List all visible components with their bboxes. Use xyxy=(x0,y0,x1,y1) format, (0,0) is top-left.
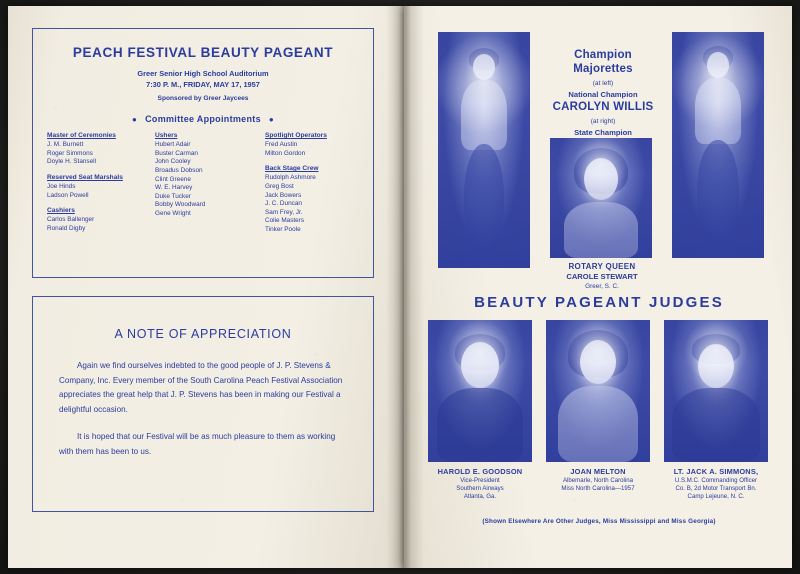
committee-heading xyxy=(33,114,373,124)
judge-caption xyxy=(546,467,650,493)
portrait-legs-shape xyxy=(697,140,739,246)
pageant-sponsor: Sponsored by Greer Jaycees xyxy=(157,95,249,102)
group-name: Bobby Woodward xyxy=(155,201,206,209)
bullet-right-icon: ● xyxy=(268,115,275,125)
portrait-head-shape xyxy=(698,344,734,388)
majorette-left-label: (at left) xyxy=(592,80,614,87)
majorettes-heading-line2: Majorettes xyxy=(573,63,633,75)
photo-carolyn-willis xyxy=(438,32,530,268)
judge-detail: Atlanta, Ga. xyxy=(463,493,497,501)
committee-group xyxy=(47,132,155,167)
judges-footnote: (Shown Elsewhere Are Other Judges, Miss Mississippi and Miss Georgia) xyxy=(482,518,716,525)
photo-judy-penland xyxy=(672,32,764,258)
pageant-title: PEACH FESTIVAL BEAUTY PAGEANT xyxy=(72,45,334,60)
majorettes-section xyxy=(424,26,774,290)
majorette-right-label: (at right) xyxy=(590,118,616,125)
portrait-head-shape xyxy=(580,340,616,384)
group-title: Spotlight Operators xyxy=(265,132,327,140)
portrait-head-shape xyxy=(707,52,729,78)
rotary-queen-title: ROTARY QUEEN xyxy=(568,262,636,271)
photo-harold-e-goodson xyxy=(428,320,532,462)
portrait-hair-shape xyxy=(455,334,505,370)
majorette-left-name: CAROLYN WILLIS xyxy=(552,101,654,113)
committee-column-1 xyxy=(47,132,155,241)
judges-row xyxy=(424,320,774,500)
left-page xyxy=(8,6,404,568)
photo-rotary-queen xyxy=(550,138,652,258)
rotary-queen-caption xyxy=(540,262,664,291)
appreciation-panel xyxy=(32,296,374,512)
committee-heading-label: Committee Appointments xyxy=(145,114,261,124)
portrait-hair-shape xyxy=(574,148,628,194)
majorette-left-title: National Champion xyxy=(568,90,638,99)
group-name: Duke Tucker xyxy=(155,192,191,200)
appreciation-paragraph-2 xyxy=(59,430,347,459)
group-name: Jack Bowers xyxy=(265,191,302,199)
group-name: Greg Bost xyxy=(265,182,294,190)
judge-detail: Co. B, 2d Motor Transport Bn. xyxy=(675,484,757,492)
judge-detail: Vice-President xyxy=(460,476,500,484)
group-name: Joe Hinds xyxy=(47,182,76,190)
group-name: Broadus Dobson xyxy=(155,166,203,174)
committee-group xyxy=(265,165,359,234)
photo-lt-jack-a-simmons xyxy=(664,320,768,462)
judge-card xyxy=(546,320,650,493)
group-name: Gene Wright xyxy=(155,209,191,217)
committee-columns xyxy=(33,132,373,241)
group-title: Back Stage Crew xyxy=(265,165,319,173)
group-name: Milton Gordon xyxy=(265,149,306,157)
pageant-venue: Greer Senior High School Auditorium xyxy=(137,69,269,78)
group-name: Rudolph Ashmore xyxy=(265,174,316,182)
group-title: Cashiers xyxy=(47,207,75,215)
committee-group xyxy=(47,174,155,200)
portrait-body-shape xyxy=(461,80,507,150)
group-name: John Cooley xyxy=(155,158,191,166)
judges-heading: BEAUTY PAGEANT JUDGES xyxy=(474,294,724,311)
appreciation-body xyxy=(59,359,347,459)
group-title: Reserved Seat Marshals xyxy=(47,173,123,181)
portrait-suit-shape xyxy=(437,388,523,462)
group-name: Ronald Digby xyxy=(47,224,86,232)
pageant-panel xyxy=(32,28,374,278)
judge-name: HAROLD E. GOODSON xyxy=(437,467,523,476)
group-name: Colie Masters xyxy=(265,217,305,225)
judge-detail: U.S.M.C. Commanding Officer xyxy=(674,476,758,484)
judge-detail: Camp Lejeune, N. C. xyxy=(687,493,745,501)
judge-name: LT. JACK A. SIMMONS, xyxy=(673,467,759,476)
group-name: J. M. Burnett xyxy=(47,141,84,149)
pageant-datetime: 7:30 P. M., FRIDAY, MAY 17, 1957 xyxy=(146,80,260,89)
group-name: Buster Carman xyxy=(155,149,198,157)
judge-caption xyxy=(664,467,768,502)
portrait-body-shape xyxy=(695,78,741,144)
group-name: Sam Frey, Jr. xyxy=(265,208,303,216)
appreciation-title: A NOTE OF APPRECIATION xyxy=(114,327,292,341)
group-title: Master of Ceremonies xyxy=(47,132,116,140)
portrait-body-shape xyxy=(558,386,638,462)
committee-column-3 xyxy=(265,132,359,241)
portrait-head-shape xyxy=(473,54,495,80)
right-page-content xyxy=(424,26,774,546)
judge-detail: Albemarle, North Carolina xyxy=(562,476,634,484)
appreciation-paragraph-1 xyxy=(59,359,347,417)
pageant-venue-block xyxy=(33,68,373,90)
portrait-hair-shape xyxy=(703,46,733,68)
group-name: Clint Greene xyxy=(155,175,191,183)
group-name: Roger Simmons xyxy=(47,149,93,157)
committee-group xyxy=(155,132,265,218)
majorettes-heading-line1: Champion xyxy=(574,49,632,61)
left-page-content xyxy=(32,28,374,546)
right-page xyxy=(404,6,792,568)
open-booklet xyxy=(8,6,792,568)
judge-card xyxy=(664,320,768,502)
portrait-cap-shape xyxy=(692,334,740,364)
judge-detail: Southern Airways xyxy=(456,484,504,492)
portrait-head-shape xyxy=(584,158,618,200)
portrait-legs-shape xyxy=(464,144,504,254)
bullet-left-icon: ● xyxy=(131,115,138,125)
committee-group xyxy=(47,207,155,233)
group-name: W. E. Harvey xyxy=(155,184,193,192)
group-name: Hubert Adair xyxy=(155,141,191,149)
group-name: Ladson Powell xyxy=(47,191,89,199)
judge-name: JOAN MELTON xyxy=(570,467,626,476)
committee-group xyxy=(265,132,359,158)
judge-detail: Miss North Carolina—1957 xyxy=(561,484,635,492)
group-name: Tinker Poole xyxy=(265,225,301,233)
judge-card xyxy=(428,320,532,502)
majorette-right-title: State Champion xyxy=(574,128,632,137)
group-name: J. C. Duncan xyxy=(265,200,302,208)
appreciation-paragraph-1-text: Again we find ourselves indebted to the good people of J. P. Stevens & Company, Inc. Every member of the South Carolina Peach Festival Association appreciates the great help that J. P. Stevens has been in making our Festival a delightful occasion. xyxy=(59,361,343,414)
portrait-body-shape xyxy=(564,202,638,258)
photo-joan-melton xyxy=(546,320,650,462)
rotary-queen-name: CAROLE STEWART xyxy=(566,272,638,281)
portrait-uniform-shape xyxy=(672,388,760,462)
portrait-hair-shape xyxy=(469,48,499,70)
group-title: Ushers xyxy=(155,132,178,140)
group-name: Carlos Ballenger xyxy=(47,216,95,224)
portrait-head-shape xyxy=(461,342,499,388)
group-name: Fred Austin xyxy=(265,141,298,149)
committee-column-2 xyxy=(155,132,265,241)
group-name: Doyle H. Stansell xyxy=(47,158,97,166)
portrait-hair-shape xyxy=(568,330,628,378)
rotary-queen-location: Greer, S. C. xyxy=(585,283,619,290)
appreciation-paragraph-2-text: It is hoped that our Festival will be as much pleasure to them as working with them has been to us. xyxy=(59,432,336,456)
judge-caption xyxy=(428,467,532,502)
